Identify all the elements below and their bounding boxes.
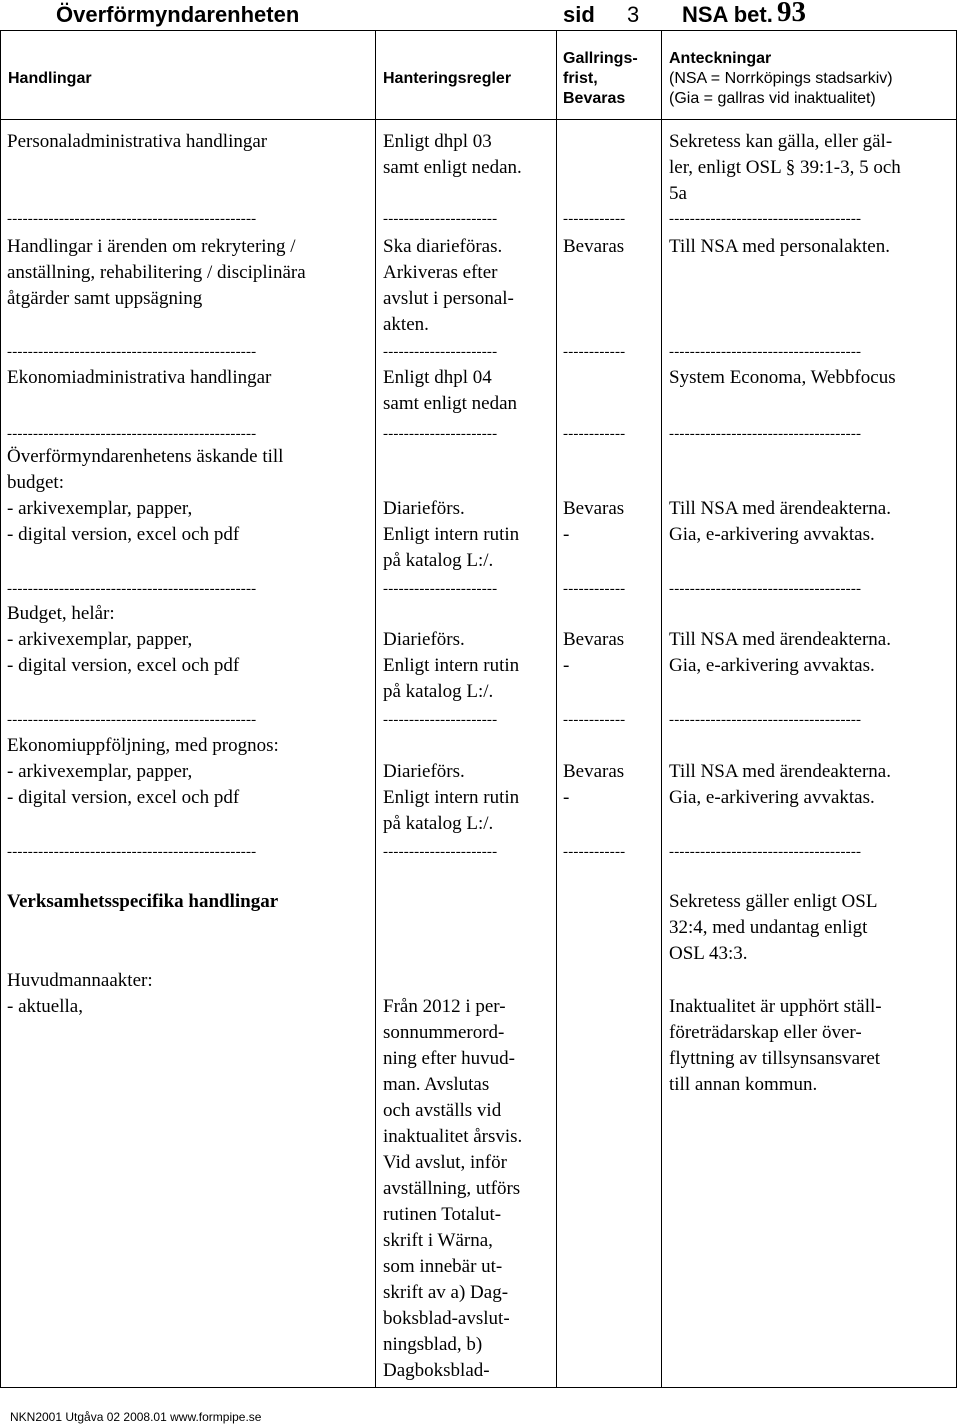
dash-separator: ------------	[563, 712, 626, 728]
column-divider	[556, 30, 557, 1388]
header-anteckningar: Anteckningar (NSA = Norrköpings stadsarkiv) (Gia = gallras vid inaktualitet)	[669, 50, 893, 107]
huvudman-regler: Från 2012 i per- sonnummerord- ning efter huvud- man. Avslutas och avställs vid inaktualitet årsvis. Vid avslut, inför avställning, utförs rutinen Totalut- skrift i Wärna, som innebär ut- skrift av a) Dag- boksblad-avslut- ningsblad, b) Dagboksblad-	[383, 996, 523, 1381]
header-divider	[0, 119, 957, 120]
dash-separator: -------------------------------------	[669, 712, 862, 728]
row-personal-handlingar: Personaladministrativa handlingar	[7, 131, 268, 152]
dash-separator: -------------------------------------	[669, 344, 862, 360]
row-ekonomi-anteckningar: System Economa, Webbfocus	[669, 367, 896, 388]
header-hanteringsregler: Hanteringsregler	[383, 70, 512, 87]
row-ekonomi-handlingar: Ekonomiadministrativa handlingar	[7, 367, 272, 388]
dash-separator: ------------	[563, 211, 626, 227]
row-rekrytering-regler: Ska diarieföras. Arkiveras efter avslut i personal- akten.	[383, 236, 514, 335]
row-askande-anteckningar: Till NSA med ärendeakterna. Gia, e-arkivering avvaktas.	[669, 498, 891, 545]
row-askande-handlingar: Överförmyndarenhetens äskande till budget: - arkivexemplar, papper, - digital version, excel och pdf	[7, 446, 284, 545]
row-uppfoljning-anteckningar: Till NSA med ärendeakterna. Gia, e-arkivering avvaktas.	[669, 761, 891, 808]
dash-separator: ----------------------	[383, 712, 498, 728]
nsa-label: NSA bet.	[682, 2, 773, 27]
dash-separator: ------------------------------------------------	[7, 426, 257, 442]
aktuella-label: - aktuella,	[7, 996, 83, 1017]
dash-separator: ----------------------	[383, 581, 498, 597]
dash-separator: ------------------------------------------------	[7, 844, 257, 860]
column-divider	[661, 30, 662, 1388]
dash-separator: ------------------------------------------------	[7, 344, 257, 360]
row-personal-regler: Enligt dhpl 03 samt enligt nedan.	[383, 131, 522, 178]
row-personal-anteckningar: Sekretess kan gälla, eller gäl- ler, enligt OSL § 39:1-3, 5 och 5a	[669, 131, 901, 204]
row-uppfoljning-handlingar: Ekonomiuppföljning, med prognos: - arkivexemplar, papper, - digital version, excel och pdf	[7, 735, 279, 808]
dash-separator: ------------	[563, 344, 626, 360]
huvudmannaakter-label: Huvudmannaakter:	[7, 970, 153, 991]
nsa-number: 93	[777, 0, 806, 28]
row-rekrytering-handlingar: Handlingar i ärenden om rekrytering / anställning, rehabilitering / disciplinära åtgärder samt uppsägning	[7, 236, 306, 309]
page-number: 3	[627, 2, 640, 27]
header-gallringsfrist: Gallrings- frist, Bevaras	[563, 50, 638, 107]
row-budget-frist: Bevaras -	[563, 629, 625, 676]
dash-separator: -------------------------------------	[669, 426, 862, 442]
row-budget-anteckningar: Till NSA med ärendeakterna. Gia, e-arkivering avvaktas.	[669, 629, 891, 676]
row-ekonomi-regler: Enligt dhpl 04 samt enligt nedan	[383, 367, 518, 414]
row-uppfoljning-frist: Bevaras -	[563, 761, 625, 808]
row-rekrytering-frist: Bevaras	[563, 236, 625, 257]
section-title-verksamhet: Verksamhetsspecifika handlingar	[7, 891, 279, 912]
org-title: Överförmyndarenheten	[56, 2, 300, 27]
column-divider	[375, 30, 376, 1388]
dash-separator: ----------------------	[383, 211, 498, 227]
header-handlingar: Handlingar	[8, 70, 92, 87]
dash-separator: ------------	[563, 844, 626, 860]
dash-separator: ------------------------------------------------	[7, 581, 257, 597]
dash-separator: -------------------------------------	[669, 211, 862, 227]
row-budget-regler: Diarieförs. Enligt intern rutin på katalog L:/.	[383, 629, 520, 702]
inaktualitet-note: Inaktualitet är upphört ställ- företrädarskap eller över- flyttning av tillsynsansvaret till annan kommun.	[669, 996, 882, 1095]
dash-separator: ----------------------	[383, 426, 498, 442]
dash-separator: -------------------------------------	[669, 581, 862, 597]
dash-separator: ----------------------	[383, 344, 498, 360]
dash-separator: ------------	[563, 426, 626, 442]
row-rekrytering-anteckningar: Till NSA med personalakten.	[669, 236, 890, 257]
dash-separator: -------------------------------------	[669, 844, 862, 860]
row-uppfoljning-regler: Diarieförs. Enligt intern rutin på katalog L:/.	[383, 761, 520, 834]
footer-text: NKN2001 Utgåva 02 2008.01 www.formpipe.se	[10, 1410, 262, 1424]
dash-separator: ------------------------------------------------	[7, 211, 257, 227]
dash-separator: ------------	[563, 581, 626, 597]
dash-separator: ----------------------	[383, 844, 498, 860]
sid-label: sid	[563, 2, 595, 27]
dash-separator: ------------------------------------------------	[7, 712, 257, 728]
row-askande-regler: Diarieförs. Enligt intern rutin på katalog L:/.	[383, 498, 520, 571]
row-budget-handlingar: Budget, helår: - arkivexemplar, papper, - digital version, excel och pdf	[7, 603, 240, 676]
sekretess-note: Sekretess gäller enligt OSL 32:4, med undantag enligt OSL 43:3.	[669, 891, 878, 964]
row-askande-frist: Bevaras -	[563, 498, 625, 545]
